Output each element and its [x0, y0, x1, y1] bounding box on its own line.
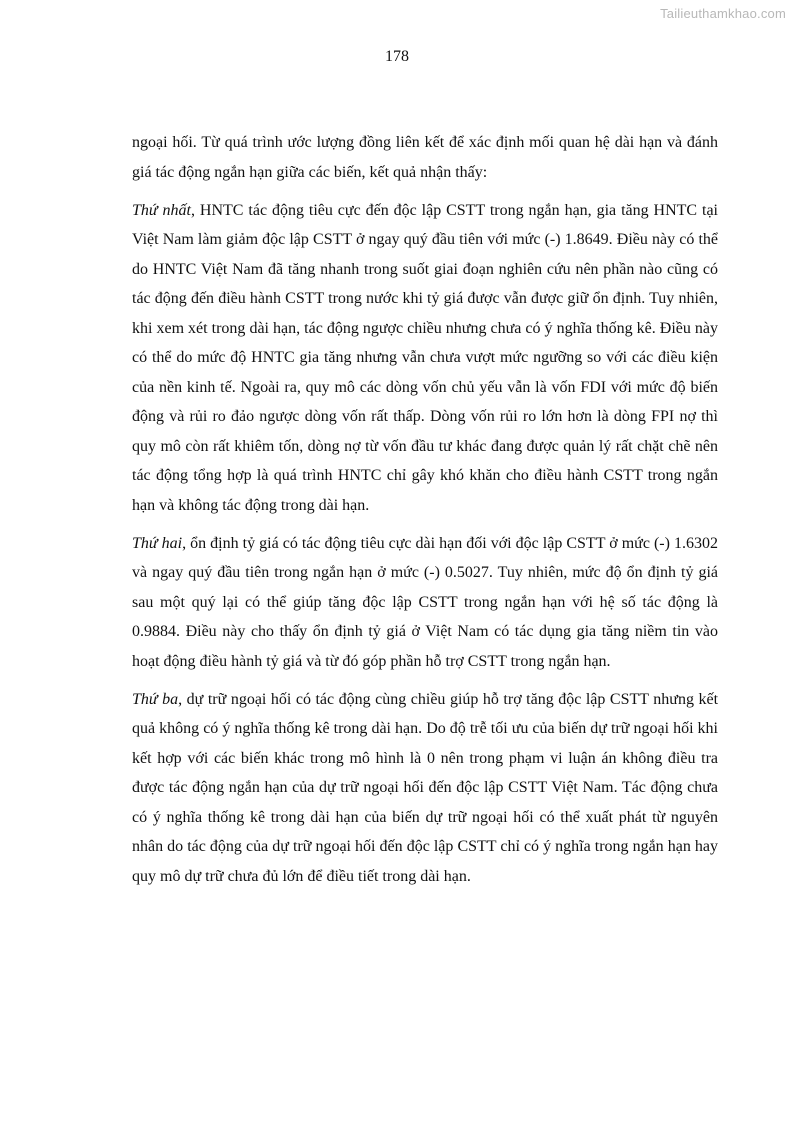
paragraph-second-finding: [132, 529, 718, 677]
paragraph-text: , HNTC tác động tiêu cực đến độc lập CSTT trong ngắn hạn, gia tăng HNTC tại Việt Nam làm giảm độc lập CSTT ở ngay quý đầu tiên với mức (-) 1.8649. Điều này có thể do HNTC Việt Nam đã tăng nhanh trong suốt giai đoạn nghiên cứu nên phần nào cũng có tác động đến điều hành CSTT trong nước khi tỷ giá được vẫn được giữ ổn định. Tuy nhiên, khi xem xét trong dài hạn, tác động ngược chiều nhưng chưa có ý nghĩa thống kê. Điều này có thể do mức độ HNTC gia tăng nhưng vẫn chưa vượt mức ngưỡng so với các điều kiện của nền kinh tế. Ngoài ra, quy mô các dòng vốn chủ yếu vẫn là vốn FDI với mức độ biến động và rủi ro đảo ngược dòng vốn rất thấp. Dòng vốn rủi ro lớn hơn là dòng FPI nợ thì quy mô còn rất khiêm tốn, dòng nợ từ vốn đầu tư khác đang được quản lý rất chặt chẽ nên tác động tổng hợp là quá trình HNTC chỉ gây khó khăn cho điều hành CSTT trong ngắn hạn và không tác động trong dài hạn.: [132, 201, 719, 514]
paragraph-third-finding: [132, 685, 718, 892]
page-number: 178: [385, 48, 409, 65]
paragraph-first-finding: [132, 196, 718, 521]
paragraph-lead: Thứ hai: [132, 534, 183, 552]
paragraph-text: , ổn định tỷ giá có tác động tiêu cực dài hạn đối với độc lập CSTT ở mức (-) 1.6302 và ngay quý đầu tiên trong ngắn hạn ở mức (-) 0.5027. Tuy nhiên, mức độ ổn định tỷ giá sau một quý lại có thể giúp tăng độc lập CSTT trong ngắn hạn với hệ số tác động là 0.9884. Điều này cho thấy ổn định tỷ giá ở Việt Nam có tác dụng gia tăng niềm tin vào hoạt động điều hành tỷ giá và từ đó góp phần hỗ trợ CSTT trong ngắn hạn.: [132, 534, 718, 670]
paragraph-lead: Thứ ba: [132, 690, 179, 708]
paragraph-text: , dự trữ ngoại hối có tác động cùng chiều giúp hỗ trợ tăng độc lập CSTT nhưng kết quả không có ý nghĩa thống kê trong dài hạn. Do độ trễ tối ưu của biến dự trữ ngoại hối khi kết hợp với các biến khác trong mô hình là 0 nên trong phạm vi luận án không điều tra được tác động ngắn hạn của dự trữ ngoại hối đến độc lập CSTT Việt Nam. Tác động chưa có ý nghĩa thống kê trong dài hạn của biến dự trữ ngoại hối có thể xuất phát từ nguyên nhân do tác động của dự trữ ngoại hối đến độc lập CSTT chỉ có ý nghĩa trong ngắn hạn hay quy mô dự trữ chưa đủ lớn để điều tiết trong dài hạn.: [132, 690, 719, 885]
paragraph-text: ngoại hối. Từ quá trình ước lượng đồng liên kết để xác định mối quan hệ dài hạn và đánh giá tác động ngắn hạn giữa các biến, kết quả nhận thấy:: [132, 134, 718, 181]
watermark-text: Tailieuthamkhao.com: [660, 6, 786, 21]
paragraph-lead: Thứ nhất: [132, 201, 191, 219]
paragraph-intro: [132, 128, 718, 187]
body-text: [132, 128, 718, 900]
